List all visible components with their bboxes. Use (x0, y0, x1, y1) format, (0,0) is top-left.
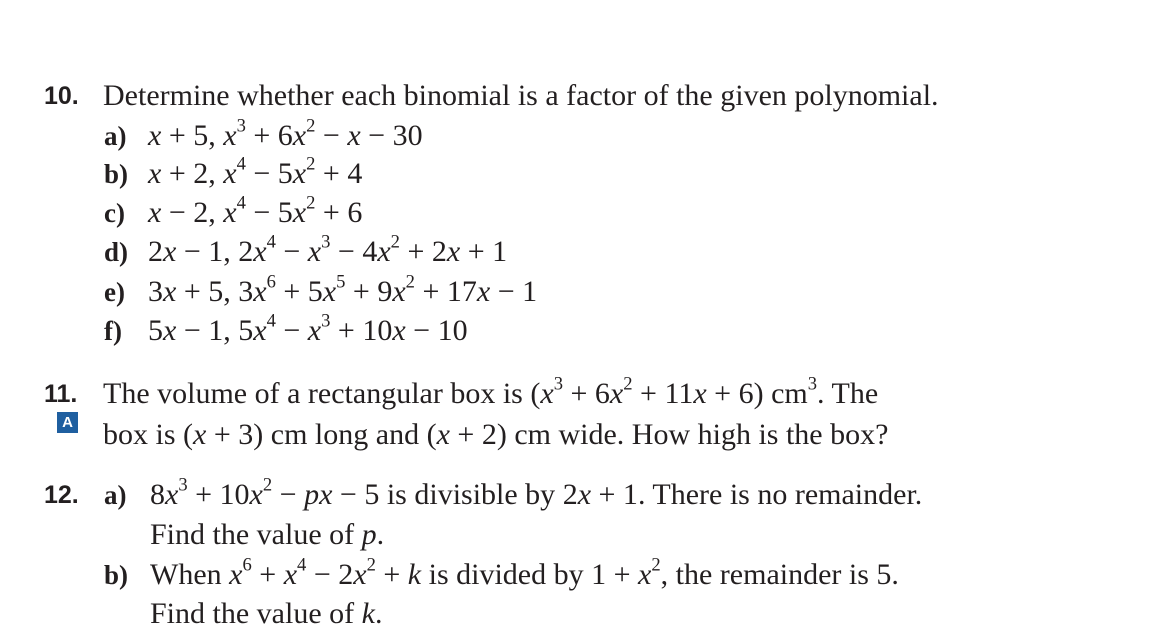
q11-volume-expr: $(x^3 + 6x^2 + 11x + 6)$ (530, 373, 764, 410)
q11-width-expr: (x + 2) (426, 418, 507, 451)
q10-part-d-label: d) (104, 237, 129, 267)
q12-part-a-label: a) (104, 480, 127, 510)
q11-length-expr: (x + 3) (183, 418, 264, 451)
q12-part-b-label: b) (104, 560, 129, 590)
q10-part-c-expr: x − 2, $x^4 - 5x^2 + 6$ (148, 192, 363, 229)
q10-part-a-label: a) (104, 121, 127, 151)
q10-part-f-label: f) (104, 316, 122, 346)
q11-line1-text: The volume of a rectangular box is (103, 377, 531, 410)
q10-part-e-label: e) (104, 277, 125, 307)
q12a-line2-end: . (376, 518, 385, 551)
question-11-line-1 (103, 373, 879, 412)
question-10-prompt: Determine whether each binomial is a factor of the given polynomial. (103, 79, 939, 112)
q12b-expr: $x^6 + x^4 - 2x^2 + k$ (229, 554, 422, 591)
q11-line2-end: cm wide. How high is the box? (506, 418, 889, 451)
q12b-line2-pre: Find the value of (150, 597, 362, 630)
q12-part-b-line-1 (150, 554, 899, 593)
question-12-number: 12. (44, 481, 79, 509)
q11-line1-end: . The (817, 377, 879, 410)
q12b-text2: is divided by (421, 558, 592, 591)
q12a-text2: . There is no remainder. (637, 478, 923, 511)
q12b-text1: When (150, 558, 230, 591)
q10-part-c-label: c) (104, 198, 125, 228)
q12-part-a-line-1 (150, 474, 923, 513)
q12a-variable: p (361, 518, 377, 551)
q12-part-a-line-2 (150, 517, 384, 553)
q10-part-f-expr: 5x − 1, $5x^4 - x^3 + 10x - 10$ (148, 310, 468, 347)
q10-part-d-expr: 2x − 1, $2x^4 - x^3 - 4x^2 + 2x + 1$ (148, 231, 508, 268)
question-11-line-2 (103, 417, 888, 453)
question-10-number: 10. (44, 82, 79, 110)
q11-unit: cm (771, 377, 808, 410)
question-11-number: 11. (44, 380, 78, 408)
q12a-line2-pre: Find the value of (150, 518, 362, 551)
q10-part-a-expr: x + 5, $x^3 + 6x^2 - x - 30$ (148, 115, 423, 152)
q12a-text1: is divisible by (379, 478, 563, 511)
q12-part-b-line-2 (150, 596, 382, 632)
q12b-line2-end: . (374, 597, 383, 630)
q12a-divisor: 2x + 1 (562, 478, 638, 511)
level-badge: A (57, 412, 78, 433)
q12a-expr: $8x^3 + 10x^2$ − px − 5 (150, 474, 380, 511)
q10-part-e-expr: 3x + 5, $3x^6 + 5x^5 + 9x^2 + 17x - 1$ (148, 271, 538, 308)
q10-part-b-expr: x + 2, $x^4 - 5x^2 + 4$ (148, 153, 363, 190)
q10-part-b-label: b) (104, 159, 129, 189)
q12b-variable: k (361, 597, 375, 630)
q11-line2-text: box is (103, 418, 184, 451)
q12b-divisor: $1 + x^2$ (591, 554, 661, 591)
q12b-text3: , the remainder is 5. (660, 558, 899, 591)
q11-line2-mid: cm long and (263, 418, 427, 451)
q11-unit-exponent: 3 (807, 373, 818, 395)
